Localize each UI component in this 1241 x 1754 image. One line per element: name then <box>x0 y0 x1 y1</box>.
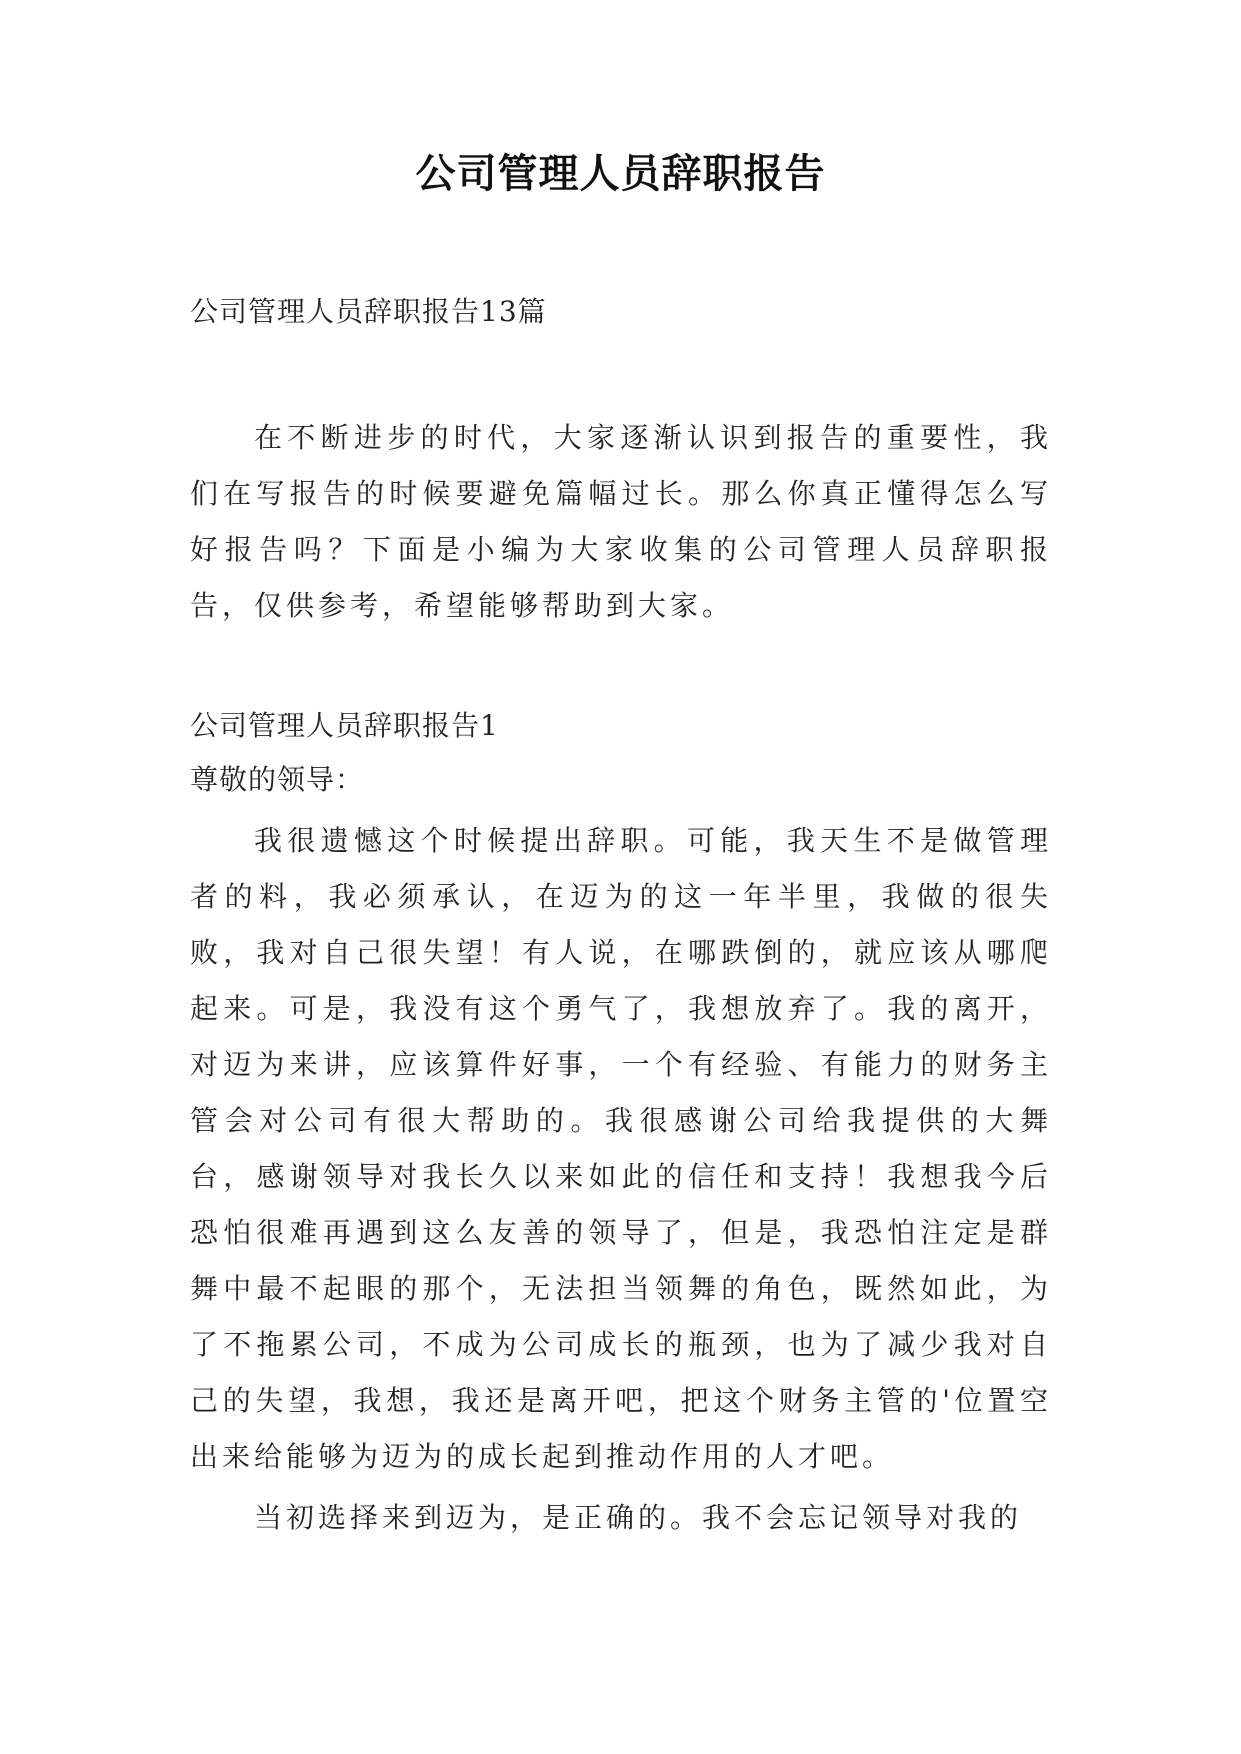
document-title: 公司管理人员辞职报告 <box>415 150 826 197</box>
body-paragraph: 我很遗憾这个时候提出辞职。可能，我天生不是做管理者的料，我必须承认，在迈为的这一年半里，我做的很失败，我对自己很失望！有人说，在哪跌倒的，就应该从哪爬起来。可是，我没有这个勇气了，我想放弃了。我的离开，对迈为来讲，应该算件好事，一个有经验、有能力的财务主管会对公司有很大帮助的。我很感谢公司给我提供的大舞台，感谢领导对我长久以来如此的信任和支持！我想我今后恐怕很难再遇到这么友善的领导了，但是，我恐怕注定是群舞中最不起眼的那个，无法担当领舞的角色，既然如此，为了不拖累公司，不成为公司成长的瓶颈，也为了减少我对自己的失望，我想，我还是离开吧，把这个财务主管的'位置空出来给能够为迈为的成长起到推动作用的人才吧。 <box>190 824 1052 1473</box>
body-paragraph: 当初选择来到迈为，是正确的。我不会忘记领导对我的 <box>254 1501 1023 1534</box>
salutation: 尊敬的领导： <box>190 763 365 796</box>
document-subtitle: 公司管理人员辞职报告13篇 <box>190 295 547 328</box>
section-heading: 公司管理人员辞职报告1 <box>190 709 499 742</box>
intro-paragraph: 在不断进步的时代，大家逐渐认识到报告的重要性，我们在写报告的时候要避免篇幅过长。那么你真正懂得怎么写好报告吗？下面是小编为大家收集的公司管理人员辞职报告，仅供参考，希望能够帮助到大家。 <box>190 421 1052 622</box>
